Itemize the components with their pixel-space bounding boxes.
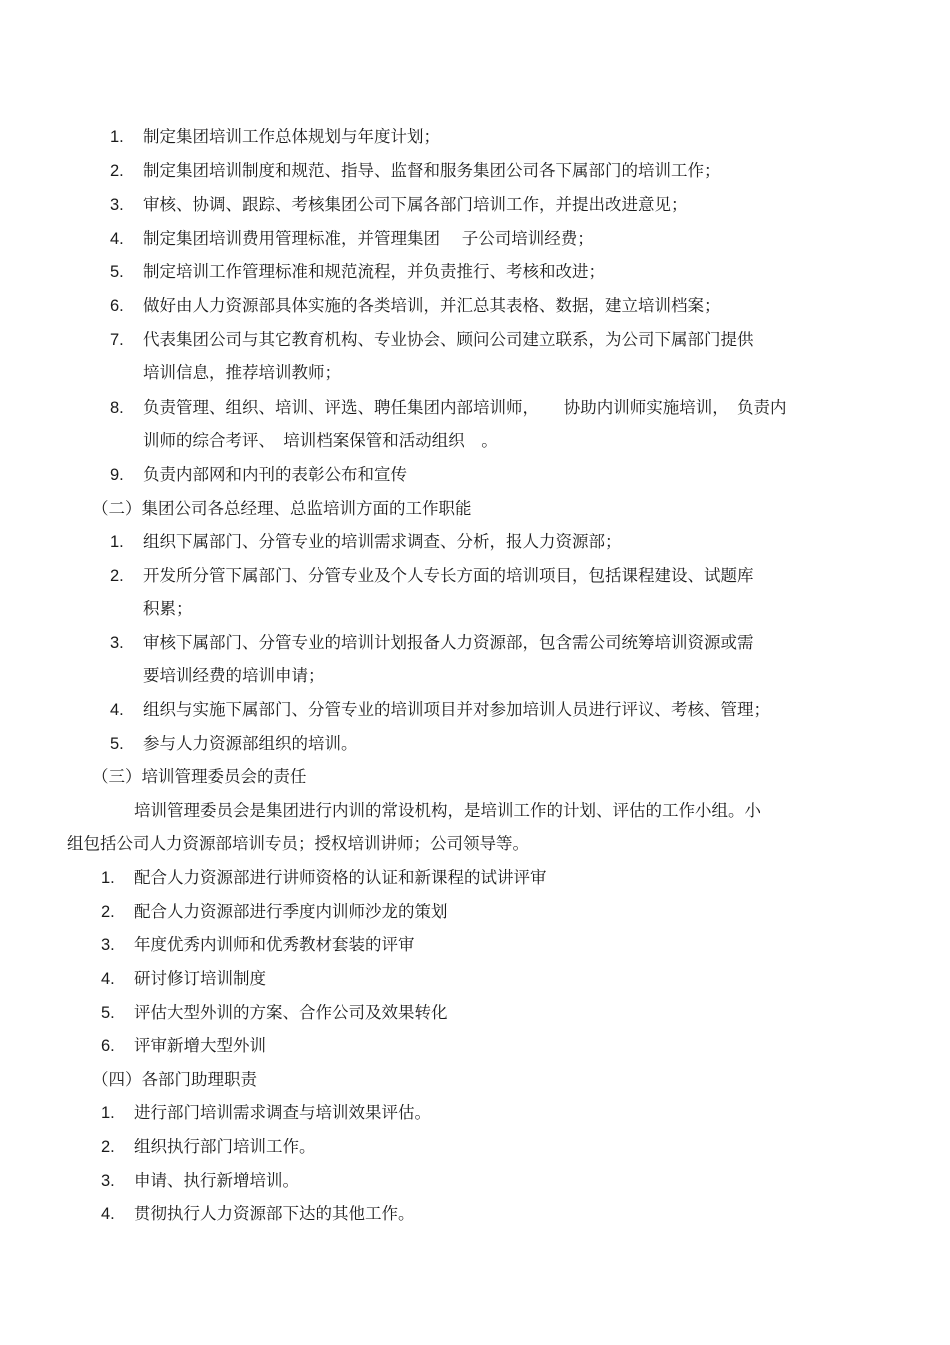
list-item-text: 组织执行部门培训工作。 bbox=[134, 1137, 316, 1156]
list-item-text: 负责内部网和内刊的表彰公布和宣传 bbox=[143, 465, 407, 484]
list-number: 4. bbox=[101, 970, 115, 988]
paragraph-line: 培训管理委员会是集团进行内训的常设机构，是培训工作的计划、评估的工作小组。小 bbox=[134, 801, 761, 820]
list-number: 6. bbox=[101, 1037, 115, 1055]
list-number: 1. bbox=[101, 1104, 115, 1122]
list-item-text-continued: 要培训经费的培训申请； bbox=[143, 666, 325, 685]
list-number: 3. bbox=[110, 196, 124, 214]
list-item-text: 配合人力资源部进行讲师资格的认证和新课程的试讲评审 bbox=[134, 868, 547, 887]
list-number: 3. bbox=[110, 634, 124, 652]
list-number: 9. bbox=[110, 466, 124, 484]
list-number: 3. bbox=[101, 936, 115, 954]
list-item-text-continued: 培训信息，推荐培训教师； bbox=[143, 363, 341, 382]
section-heading: （四）各部门助理职责 bbox=[92, 1070, 257, 1089]
list-number: 4. bbox=[110, 230, 124, 248]
list-item-text-continued: 积累； bbox=[143, 599, 193, 618]
list-number: 1. bbox=[110, 128, 124, 146]
list-number: 1. bbox=[110, 533, 124, 551]
list-number: 5. bbox=[101, 1004, 115, 1022]
list-number: 2. bbox=[110, 162, 124, 180]
list-number: 2. bbox=[101, 1138, 115, 1156]
list-number: 7. bbox=[110, 331, 124, 349]
list-item-text: 研讨修订培训制度 bbox=[134, 969, 266, 988]
list-number: 6. bbox=[110, 297, 124, 315]
list-number: 2. bbox=[101, 903, 115, 921]
list-item-text: 贯彻执行人力资源部下达的其他工作。 bbox=[134, 1204, 415, 1223]
list-item-text: 代表集团公司与其它教育机构、专业协会、顾问公司建立联系，为公司下属部门提供 bbox=[143, 330, 754, 349]
paragraph-line: 组包括公司人力资源部培训专员；授权培训讲师；公司领导等。 bbox=[67, 834, 529, 853]
list-item-text: 制定集团培训费用管理标准，并管理集团 子公司培训经费； bbox=[143, 229, 594, 248]
list-number: 5. bbox=[110, 735, 124, 753]
list-item-text: 审核、协调、跟踪、考核集团公司下属各部门培训工作，并提出改进意见； bbox=[143, 195, 688, 214]
section-heading: （三）培训管理委员会的责任 bbox=[92, 767, 307, 786]
list-item-text: 评估大型外训的方案、合作公司及效果转化 bbox=[134, 1003, 448, 1022]
list-item-text: 做好由人力资源部具体实施的各类培训，并汇总其表格、数据，建立培训档案； bbox=[143, 296, 721, 315]
list-item-text: 申请、执行新增培训。 bbox=[134, 1171, 299, 1190]
list-item-text: 制定集团培训制度和规范、指导、监督和服务集团公司各下属部门的培训工作； bbox=[143, 161, 721, 180]
list-number: 3. bbox=[101, 1172, 115, 1190]
list-item-text: 审核下属部门、分管专业的培训计划报备人力资源部，包含需公司统筹培训资源或需 bbox=[143, 633, 754, 652]
list-item-text: 负责管理、组织、培训、评选、聘任集团内部培训师， 协助内训师实施培训， 负责内 bbox=[143, 398, 787, 417]
list-item-text: 参与人力资源部组织的培训。 bbox=[143, 734, 358, 753]
list-number: 5. bbox=[110, 263, 124, 281]
list-item-text: 组织与实施下属部门、分管专业的培训项目并对参加培训人员进行评议、考核、管理； bbox=[143, 700, 770, 719]
list-item-text-continued: 训师的综合考评、 培训档案保管和活动组织 。 bbox=[143, 431, 498, 450]
list-number: 4. bbox=[110, 701, 124, 719]
list-number: 1. bbox=[101, 869, 115, 887]
list-item-text: 配合人力资源部进行季度内训师沙龙的策划 bbox=[134, 902, 448, 921]
list-item-text: 评审新增大型外训 bbox=[134, 1036, 266, 1055]
list-number: 8. bbox=[110, 399, 124, 417]
list-item-text: 年度优秀内训师和优秀教材套装的评审 bbox=[134, 935, 415, 954]
list-item-text: 制定集团培训工作总体规划与年度计划； bbox=[143, 127, 440, 146]
section-heading: （二）集团公司各总经理、总监培训方面的工作职能 bbox=[92, 499, 472, 518]
list-number: 4. bbox=[101, 1205, 115, 1223]
list-item-text: 组织下属部门、分管专业的培训需求调查、分析，报人力资源部； bbox=[143, 532, 622, 551]
list-item-text: 进行部门培训需求调查与培训效果评估。 bbox=[134, 1103, 431, 1122]
list-item-text: 制定培训工作管理标准和规范流程，并负责推行、考核和改进； bbox=[143, 262, 605, 281]
list-number: 2. bbox=[110, 567, 124, 585]
list-item-text: 开发所分管下属部门、分管专业及个人专长方面的培训项目，包括课程建设、试题库 bbox=[143, 566, 754, 585]
